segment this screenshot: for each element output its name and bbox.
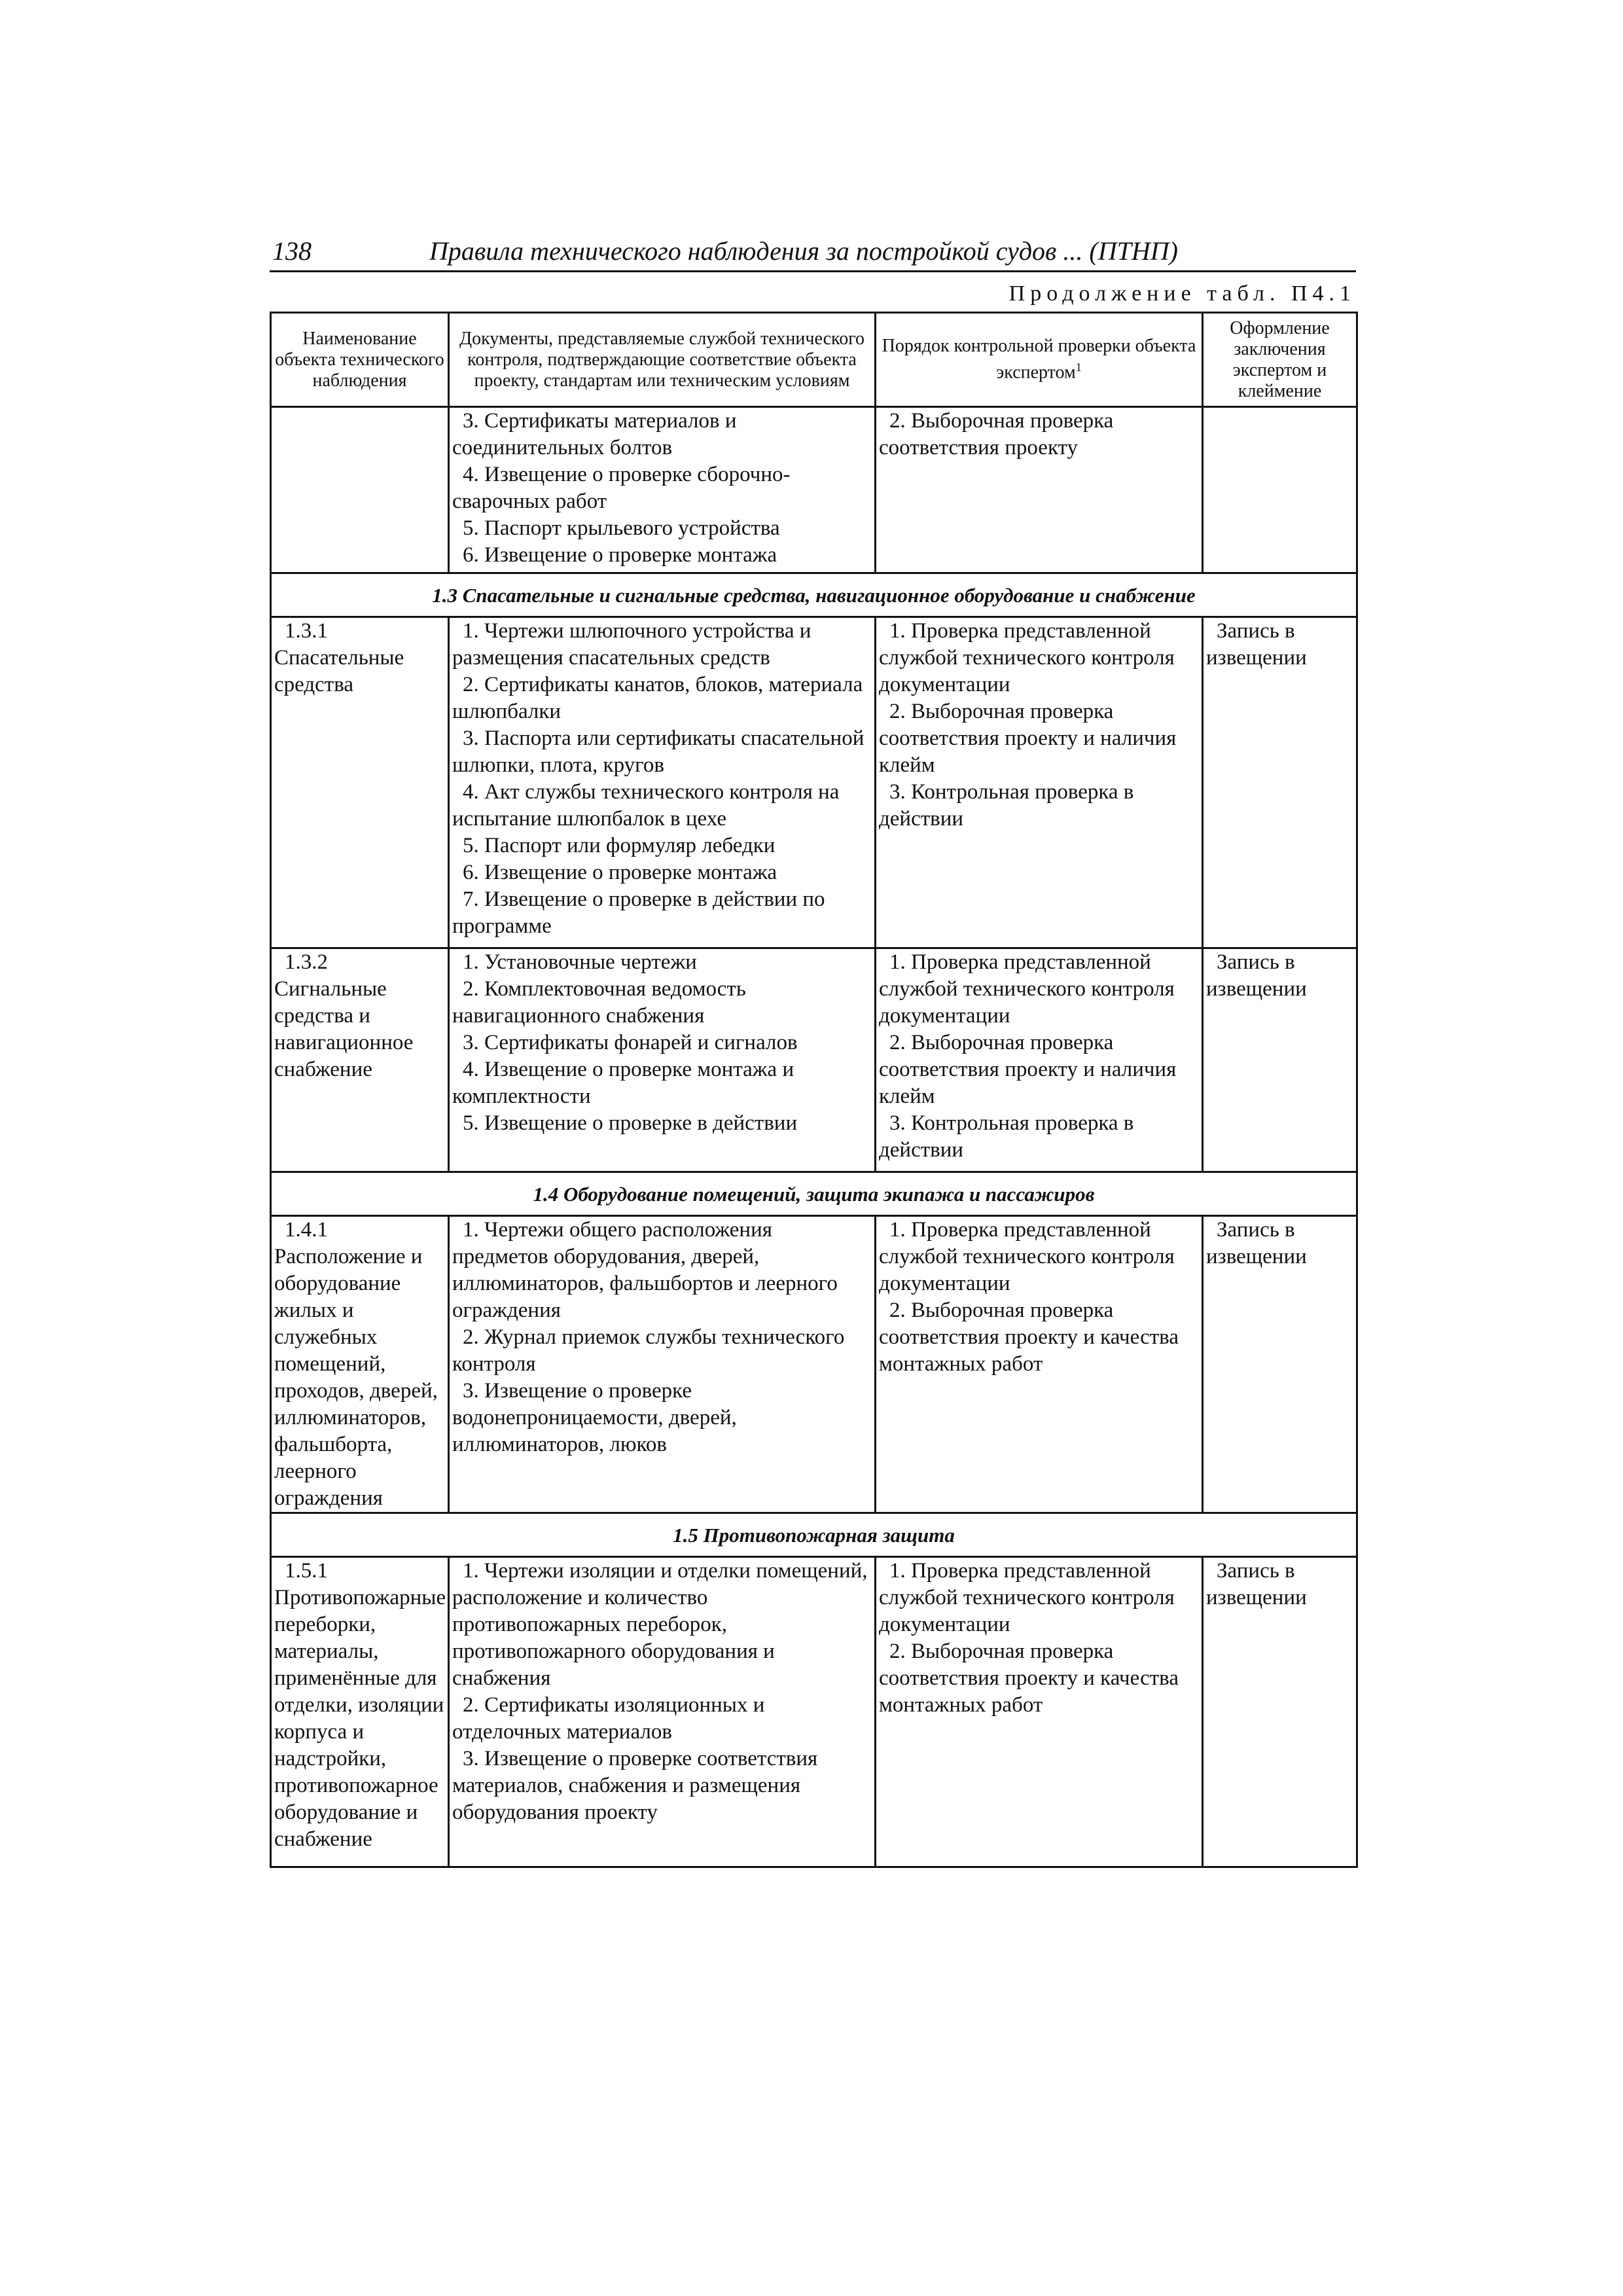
list-item: 6. Извещение о проверке монтажа (463, 861, 777, 884)
list-item: 2. Сертификаты канатов, блоков, материала шлюпбалки (452, 673, 863, 723)
table-header-row (271, 313, 1357, 407)
conclusion-cell: Запись в извещении (1203, 1216, 1357, 1513)
list-item: 2. Выборочная проверка соответствия проекту и качества монтажных работ (879, 1640, 1179, 1717)
section-row (271, 573, 1357, 617)
page-number: 138 (272, 236, 312, 266)
list-item: 3. Сертификаты фонарей и сигналов (463, 1031, 798, 1054)
checks-cell (876, 617, 1203, 948)
section-title: 1.3 Спасательные и сигнальные средства, навигационное оборудование и снабжение (271, 573, 1357, 617)
table-row (271, 617, 1357, 948)
list-item: 3. Контрольная проверка в действии (879, 780, 1134, 831)
list-item: 2. Выборочная проверка соответствия проекту и качества монтажных работ (879, 1299, 1179, 1376)
documents-cell (449, 407, 876, 573)
column-header-check-procedure (876, 313, 1203, 407)
table-row (271, 1557, 1357, 1867)
documents-cell (449, 948, 876, 1172)
table-row (271, 1216, 1357, 1513)
list-item: 1. Проверка представленной службой технического контроля документации (879, 1559, 1175, 1636)
list-item: 5. Паспорт крыльевого устройства (463, 516, 780, 540)
inspection-table (270, 312, 1358, 1868)
conclusion-cell (1203, 407, 1357, 573)
list-item: 4. Акт службы технического контроля на испытание шлюпбалок в цехе (452, 780, 840, 831)
list-item: 1. Установочные чертежи (463, 950, 697, 974)
column-header-check-text: Порядок контрольной проверки объекта экспертом (882, 336, 1196, 383)
checks-cell (876, 407, 1203, 573)
object-cell: 1.5.1 Противопожарные переборки, материалы, применённые для отделки, изоляции корпуса и надстройки, противопожарное оборудование и снабжение (271, 1557, 449, 1867)
column-header-object: Наименование объекта технического наблюдения (271, 313, 449, 407)
table-continuation-label: Продолжение табл. П4.1 (1008, 281, 1356, 306)
conclusion-cell: Запись в извещении (1203, 1557, 1357, 1867)
section-row (271, 1513, 1357, 1557)
conclusion-cell: Запись в извещении (1203, 948, 1357, 1172)
table-row (271, 948, 1357, 1172)
list-item: 5. Извещение о проверке в действии (463, 1111, 798, 1135)
list-item: 4. Извещение о проверке сборочно-сварочных работ (452, 463, 791, 513)
column-header-conclusion: Оформление заключения экспертом и клеймение (1203, 313, 1357, 407)
object-cell: 1.4.1 Расположение и оборудование жилых и служебных помещений, проходов, дверей, иллюминаторов, фальшборта, леерного ограждения (271, 1216, 449, 1513)
checks-cell (876, 948, 1203, 1172)
list-item: 3. Сертификаты материалов и соединительных болтов (452, 409, 737, 459)
table-row (271, 407, 1357, 573)
list-item: 2. Журнал приемок службы технического контроля (452, 1325, 845, 1376)
list-item: 1. Проверка представленной службой технического контроля документации (879, 619, 1175, 696)
documents-cell (449, 1557, 876, 1867)
checks-cell (876, 1557, 1203, 1867)
document-page (270, 236, 1356, 1868)
list-item: 4. Извещение о проверке монтажа и комплектности (452, 1058, 794, 1108)
documents-cell (449, 1216, 876, 1513)
object-cell (271, 407, 449, 573)
list-item: 3. Паспорта или сертификаты спасательной шлюпки, плота, кругов (452, 726, 865, 777)
list-item: 1. Проверка представленной службой технического контроля документации (879, 1218, 1175, 1295)
footnote-marker: 1 (1075, 361, 1082, 374)
list-item: 2. Выборочная проверка соответствия проекту (879, 409, 1114, 459)
list-item: 1. Чертежи изоляции и отделки помещений, расположение и количество противопожарных переборок, противопожарного оборудования и снабжения (452, 1559, 868, 1690)
list-item: 7. Извещение о проверке в действии по программе (452, 888, 825, 938)
list-item: 1. Проверка представленной службой технического контроля документации (879, 950, 1175, 1028)
list-item: 5. Паспорт или формуляр лебедки (463, 834, 776, 857)
list-item: 1. Чертежи общего расположения предметов оборудования, дверей, иллюминаторов, фальшбортов и леерного ограждения (452, 1218, 838, 1322)
section-title: 1.5 Противопожарная защита (271, 1513, 1357, 1557)
section-title: 1.4 Оборудование помещений, защита экипажа и пассажиров (271, 1172, 1357, 1216)
running-title: Правила технического наблюдения за постройкой судов ... (ПТНП) (429, 236, 1178, 266)
object-cell: 1.3.2 Сигнальные средства и навигационное снабжение (271, 948, 449, 1172)
checks-cell (876, 1216, 1203, 1513)
column-header-documents: Документы, представляемые службой технического контроля, подтверждающие соответствие объекта проекту, стандартам или техническим условиям (449, 313, 876, 407)
list-item: 1. Чертежи шлюпочного устройства и размещения спасательных средств (452, 619, 812, 670)
documents-cell (449, 617, 876, 948)
section-row (271, 1172, 1357, 1216)
list-item: 2. Выборочная проверка соответствия проекту и наличия клейм (879, 700, 1177, 777)
list-item: 3. Извещение о проверке соответствия материалов, снабжения и размещения оборудования проекту (452, 1747, 818, 1824)
list-item: 2. Комплектовочная ведомость навигационного снабжения (452, 977, 746, 1028)
list-item: 3. Извещение о проверке водонепроницаемости, дверей, иллюминаторов, люков (452, 1379, 737, 1456)
object-cell: 1.3.1 Спасательные средства (271, 617, 449, 948)
list-item: 2. Выборочная проверка соответствия проекту и наличия клейм (879, 1031, 1177, 1108)
list-item: 6. Извещение о проверке монтажа (463, 543, 777, 567)
list-item: 2. Сертификаты изоляционных и отделочных материалов (452, 1693, 765, 1744)
running-header (270, 236, 1356, 272)
list-item: 3. Контрольная проверка в действии (879, 1111, 1134, 1162)
conclusion-cell: Запись в извещении (1203, 617, 1357, 948)
